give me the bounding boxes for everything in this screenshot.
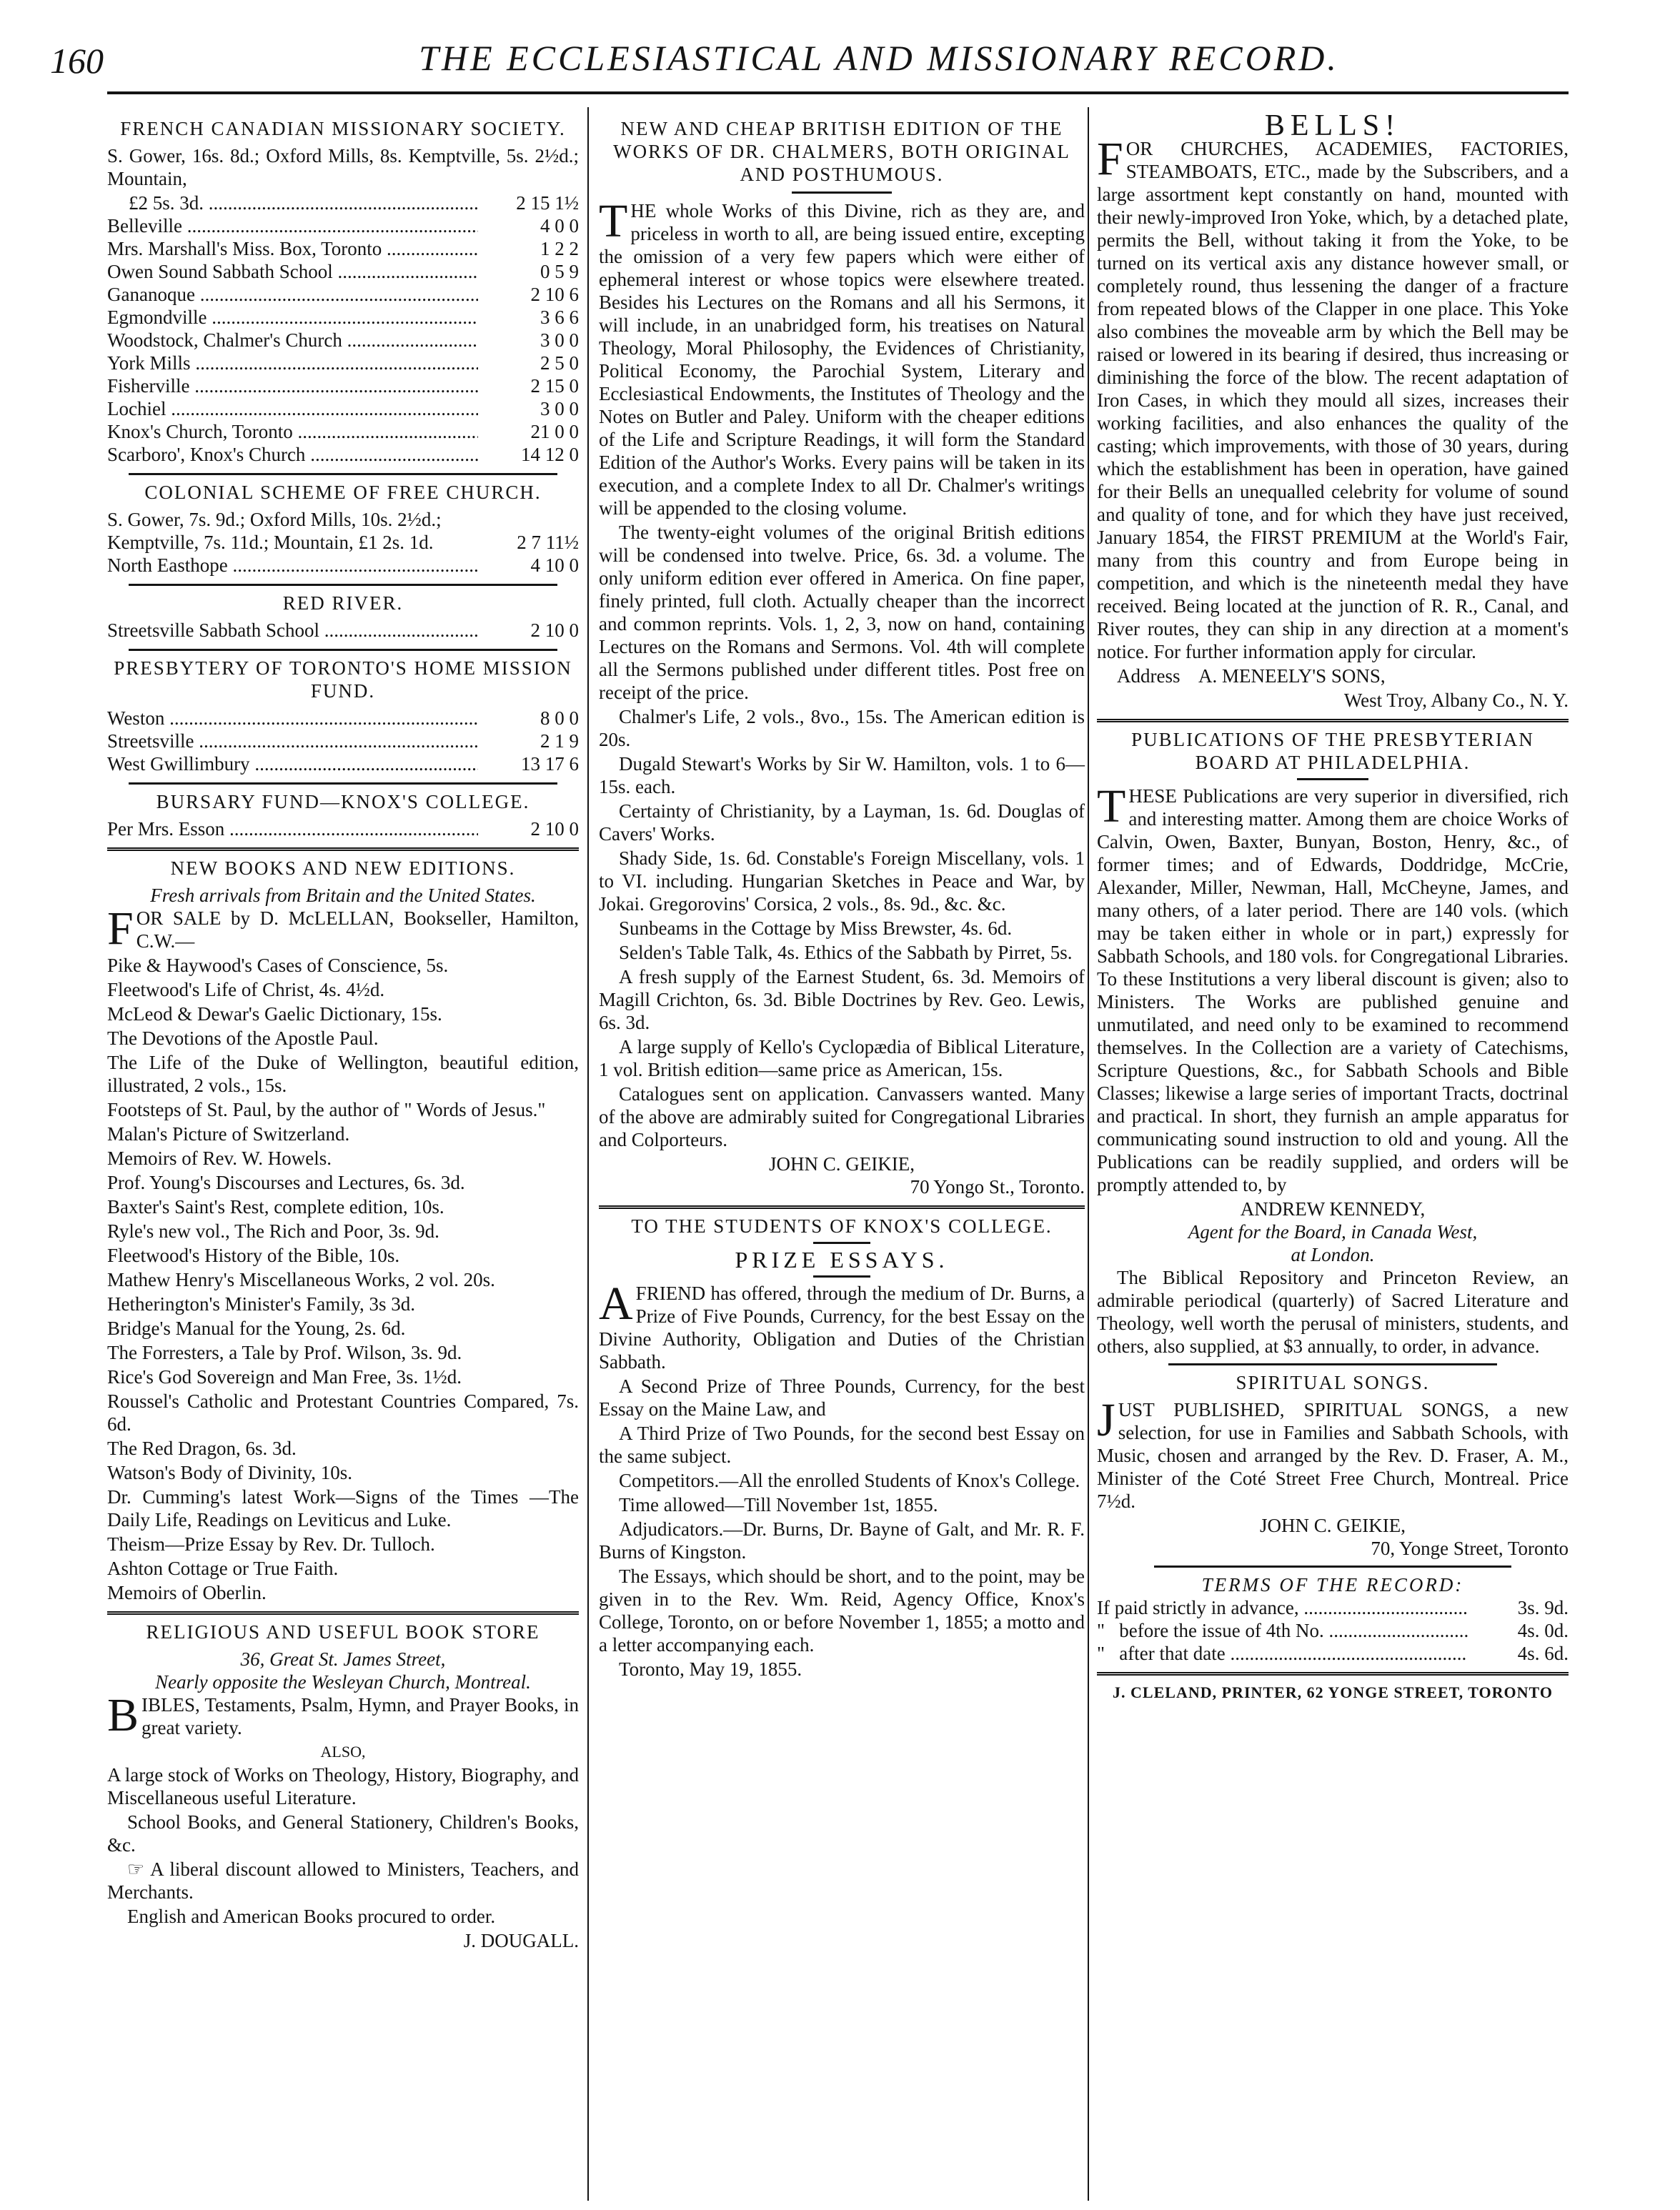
column-rule-2	[1088, 107, 1089, 2201]
double-divider	[599, 1205, 1085, 1209]
column-2	[599, 114, 1085, 1686]
column-1	[107, 114, 579, 1958]
divider	[129, 782, 557, 785]
printer-imprint: J. CLELAND, PRINTER, 62 YONGE STREET, TORONTO	[1113, 1683, 1553, 1701]
column-3	[1097, 109, 1569, 1704]
list-item: Fleetwood's History of the Bible, 10s.	[107, 1245, 400, 1266]
divider	[1297, 778, 1368, 780]
list-item: Mrs. Marshall's Miss. Box, Toronto ..... 1 2 2	[107, 237, 579, 260]
red-river-title: RED RIVER.	[282, 592, 404, 614]
red-river-section	[107, 592, 579, 642]
list-item: " before the issue of 4th No. ..... 4s. 0d.	[1097, 1619, 1569, 1642]
list-item: Per Mrs. Esson ..... 2 10 0	[107, 817, 579, 840]
colonial-scheme-section	[107, 481, 579, 577]
students-title: TO THE STUDENTS OF KNOX'S COLLEGE.	[631, 1215, 1053, 1237]
list-item: Gananoque ..... 2 10 6	[107, 283, 579, 306]
list-item: Fisherville ..... 2 15 0	[107, 374, 579, 397]
students-text: A Third Prize of Two Pounds, for the second best Essay on the same subject.	[599, 1423, 1085, 1467]
students-text: The Essays, which should be short, and to the point, may be given in to the Rev. Wm. Reid, Agency Office, Knox's College, Toronto, on or before November 1, 1855; a motto and a letter accompanying each.	[599, 1566, 1085, 1656]
book-store-signature: J. DOUGALL.	[463, 1930, 579, 1951]
page-number: 160	[50, 41, 104, 81]
divider	[129, 584, 557, 586]
list-item: Lochiel ..... 3 0 0	[107, 397, 579, 420]
chalmers-title: NEW AND CHEAP BRITISH EDITION OF THE WORKS OF DR. CHALMERS, BOTH ORIGINAL AND POSTHUMOUS.	[613, 118, 1070, 185]
list-item: Belleville ..... 4 0 0	[107, 214, 579, 237]
bells-section	[1097, 109, 1569, 712]
songs-address: 70, Yonge Street, Toronto	[1371, 1538, 1569, 1559]
terms-section	[1097, 1573, 1569, 1665]
book-store-text: ☞ A liberal discount allowed to Ministers, Teachers, and Merchants.	[107, 1858, 579, 1903]
students-text: AFRIEND has offered, through the medium of Dr. Burns, a Prize of Five Pounds, Currency, for the best Essay on the Divine Authority, Obligation and Duties of the Christian Sabbath.	[599, 1278, 1085, 1373]
list-item: Ryle's new vol., The Rich and Poor, 3s. 9d.	[107, 1220, 439, 1242]
divider	[1154, 1566, 1511, 1568]
list-item: Mathew Henry's Miscellaneous Works, 2 vol. 20s.	[107, 1269, 495, 1290]
list-item: York Mills ..... 2 5 0	[107, 352, 579, 374]
list-item: The Forresters, a Tale by Prof. Wilson, 3s. 9d.	[107, 1342, 462, 1363]
divider	[129, 473, 557, 475]
chalmers-text: Catalogues sent on application. Canvassers wanted. Many of the above are admirably suited for Congregational Libraries and Colporteurs.	[599, 1083, 1085, 1150]
list-item: Hetherington's Minister's Family, 3s 3d.	[107, 1293, 415, 1315]
students-text: Adjudicators.—Dr. Burns, Dr. Bayne of Galt, and Mr. R. F. Burns of Kingston.	[599, 1518, 1085, 1563]
list-item: Malan's Picture of Switzerland.	[107, 1123, 350, 1145]
publications-section	[1097, 728, 1569, 1358]
list-item: Knox's Church, Toronto ..... 21 0 0	[107, 420, 579, 443]
divider	[813, 1275, 870, 1278]
list-item: McLeod & Dewar's Gaelic Dictionary, 15s.	[107, 1003, 442, 1025]
divider	[792, 191, 892, 194]
list-item: Baxter's Saint's Rest, complete edition, 10s.	[107, 1196, 444, 1218]
bells-title: BELLS!	[1264, 109, 1401, 142]
bells-address: Address A. MENEELY'S SONS,	[1117, 665, 1386, 687]
french-mission-section	[107, 117, 579, 466]
presbytery-title: PRESBYTERY OF TORONTO'S HOME MISSION FUND.	[114, 657, 572, 702]
double-divider	[1097, 1672, 1569, 1676]
page-header	[43, 37, 1565, 87]
songs-signature: JOHN C. GEIKIE,	[1260, 1515, 1406, 1536]
colonial-scheme-title: COLONIAL SCHEME OF FREE CHURCH.	[144, 482, 542, 503]
book-store-title: RELIGIOUS AND USEFUL BOOK STORE	[146, 1621, 540, 1643]
french-mission-title: FRENCH CANADIAN MISSIONARY SOCIETY.	[120, 118, 566, 139]
list-item: Bridge's Manual for the Young, 2s. 6d.	[107, 1318, 406, 1339]
book-store-text: School Books, and General Stationery, Children's Books, &c.	[107, 1811, 579, 1856]
chalmers-text: Sunbeams in the Cottage by Miss Brewster, 4s. 6d.	[619, 917, 1013, 939]
chalmers-text: THE whole Works of this Divine, rich as they are, and priceless in worth to all, are being issued entire, excepting the omission of a very few papers which were either of ephemeral interest or whose topics were elsewhere treated. Besides his Lectures on the Romans and all his Sermons, it will include, in an unabridged form, his treatises on Natural Theology, Moral Philosophy, the Evidences of Christianity, Political Economy, the Parochial System, Literary and Ecclesiastical Endowments, the Institutes of Theology and the Notes on Butler and Paley. Uniform with the cheaper editions of the Life and Scripture Readings, it will form the Standard Edition of the Author's Works. Every pains will be taken in its execution, and a complete Index to all Dr. Chalmer's writings will be appended to the closing volume.	[599, 195, 1085, 519]
list-item: Pike & Haywood's Cases of Conscience, 5s.	[107, 955, 449, 976]
french-mission-intro: S. Gower, 16s. 8d.; Oxford Mills, 8s. Kemptville, 5s. 2½d.; Mountain,	[107, 145, 579, 189]
students-text: Time allowed—Till November 1st, 1855.	[619, 1494, 938, 1515]
french-mission-list	[107, 191, 579, 466]
new-books-subtitle: Fresh arrivals from Britain and the United States.	[150, 885, 536, 906]
list-item: " after that date ..... 4s. 6d.	[1097, 1642, 1569, 1665]
double-divider	[1097, 719, 1569, 722]
list-item: Streetsville Sabbath School ..... 2 10 0	[107, 619, 579, 642]
list-item: Ashton Cottage or True Faith.	[107, 1558, 339, 1579]
double-divider	[107, 1611, 579, 1615]
book-store-text: A large stock of Works on Theology, History, Biography, and Miscellaneous useful Literature.	[107, 1764, 579, 1808]
list-item: West Gwillimbury ..... 13 17 6	[107, 752, 579, 775]
list-item: The Life of the Duke of Wellington, beautiful edition, illustrated, 2 vols., 15s.	[107, 1052, 579, 1096]
list-item: Streetsville ..... 2 1 9	[107, 730, 579, 752]
list-item: Scarboro', Knox's Church ..... 14 12 0	[107, 443, 579, 466]
new-books-title: NEW BOOKS AND NEW EDITIONS.	[170, 857, 516, 879]
list-item: If paid strictly in advance, ..... 3s. 9d.	[1097, 1596, 1569, 1619]
chalmers-text: The twenty-eight volumes of the original British editions will be condensed into twelve. Price, 6s. 3d. a volume. The only uniform edition ever offered in America. On fine paper, finely printed, full cloth. Actually cheaper than the incorrect and common reprints. Vols. 1, 2, 3, now on hand, containing Lectures on the Romans and Sermons. Vol. 4th will complete all the Sermons published under different titles. Post free on receipt of the price.	[599, 522, 1085, 703]
publications-agent-location: at London.	[1291, 1244, 1375, 1265]
divider	[813, 1242, 870, 1244]
new-books-list	[107, 954, 579, 1604]
list-item: Woodstock, Chalmer's Church ..... 3 0 0	[107, 329, 579, 352]
publications-title: PUBLICATIONS OF THE PRESBYTERIAN BOARD AT PHILADELPHIA.	[1131, 729, 1534, 773]
prize-essays-heading: PRIZE ESSAYS.	[735, 1247, 949, 1273]
chalmers-text: Dugald Stewart's Works by Sir W. Hamilton, vols. 1 to 6—15s. each.	[599, 753, 1085, 797]
students-section	[599, 1215, 1085, 1681]
running-title: THE ECCLESIASTICAL AND MISSIONARY RECORD.	[419, 38, 1339, 78]
publications-text: The Biblical Repository and Princeton Review, an admirable periodical (quarterly) of Sacred Literature and Theology, well worth the perusal of ministers, students, and others, also supplied, at $3 annually, to order, in advance.	[1097, 1267, 1569, 1357]
list-item: Watson's Body of Divinity, 10s.	[107, 1462, 352, 1483]
chalmers-text: Shady Side, 1s. 6d. Constable's Foreign Miscellany, vols. 1 to VI. including. Hungarian Sketches in Peace and War, by Jokai. Gregorovins' Corsica, 2 vols., 8s. 9d., &c. &c.	[599, 847, 1085, 915]
list-item: Dr. Cumming's latest Work—Signs of the Times —The Daily Life, Readings on Leviticus and Luke.	[107, 1486, 579, 1530]
list-item: Memoirs of Oberlin.	[107, 1582, 267, 1603]
chalmers-text: A fresh supply of the Earnest Student, 6s. 3d. Memoirs of Magill Crichton, 6s. 3d. Bible Doctrines by Rev. Geo. Lewis, 6s. 3d.	[599, 966, 1085, 1033]
chalmers-text: Selden's Table Talk, 4s. Ethics of the Sabbath by Pirret, 5s.	[619, 942, 1073, 963]
divider	[1168, 1363, 1497, 1365]
presbytery-section	[107, 657, 579, 775]
list-item: £2 5s. 3d. ..... 2 15 1½	[107, 191, 579, 214]
students-text: A Second Prize of Three Pounds, Currency, for the best Essay on the Maine Law, and	[599, 1375, 1085, 1420]
book-store-text: BIBLES, Testaments, Psalm, Hymn, and Prayer Books, in great variety.	[107, 1689, 579, 1741]
list-item: Rice's God Sovereign and Man Free, 3s. 1½d.	[107, 1366, 462, 1388]
bells-text: FOR CHURCHES, ACADEMIES, FACTORIES, STEAMBOATS, ETC., made by the Subscribers, and a large assortment kept constantly on hand, mounted with their newly-improved Iron Yoke, which, by a detached plate, permits the Bell, without taking it from the Yoke, to be turned on its vertical axis any distance however small, or completely round, thus lessening the danger of a fracture from repeated blows of the Clapper in one place. This Yoke also combines the moveable arm by which the Bell may be raised or lowered in its bearing if desired, thus increasing or diminishing the force of the blow. The recent adaptation of Iron Cases, in which they mould all sizes, increases their working facilities, and also enhances the quality of the casting; which improvements, with those of 30 years, during which the establishment has been in operation, have gained for their Bells an unequalled celebrity for volume of sound and quality of tone, and for which they have just received, January 1854, the FIRST PREMIUM at the World's Fair, many from this country and from Europe being in competition, and which is the nineteenth medal they have received. Being located at the junction of R. R., Canal, and River routes, they can ship in any direction at a moment's notice. For further information apply for circular.	[1097, 133, 1569, 662]
songs-title: SPIRITUAL SONGS.	[1236, 1372, 1430, 1393]
new-books-lead: FOR SALE by D. McLELLAN, Bookseller, Hamilton, C.W.—	[107, 902, 579, 955]
publications-agent: Agent for the Board, in Canada West,	[1188, 1221, 1478, 1243]
chalmers-signature: JOHN C. GEIKIE,	[769, 1153, 915, 1175]
songs-text: JUST PUBLISHED, SPIRITUAL SONGS, a new selection, for use in Families and Sabbath Schools, with Music, chosen and arranged by the Rev. D. Fraser, A. M., Minister of the Coté Street Free Church, Montreal. Price 7½d.	[1097, 1394, 1569, 1512]
students-date: Toronto, May 19, 1855.	[619, 1658, 802, 1680]
publications-signature: ANDREW KENNEDY,	[1240, 1198, 1426, 1220]
chalmers-text: Certainty of Christianity, by a Layman, 1s. 6d. Douglas of Cavers' Works.	[599, 800, 1085, 845]
header-rule	[107, 91, 1569, 94]
list-item: Owen Sound Sabbath School ..... 0 5 9	[107, 260, 579, 283]
divider	[129, 649, 557, 651]
list-item: The Devotions of the Apostle Paul.	[107, 1027, 379, 1049]
bursary-title: BURSARY FUND—KNOX'S COLLEGE.	[156, 791, 530, 812]
book-store-section	[107, 1621, 579, 1952]
list-item: S. Gower, 7s. 9d.; Oxford Mills, 10s. 2½d.; Kemptville, 7s. 11d.; Mountain, £1 2s. 1d. 2 7 11½	[107, 509, 579, 553]
book-store-text: English and American Books procured to order.	[127, 1906, 496, 1927]
new-books-section	[107, 857, 579, 1604]
chalmers-address: 70 Yongo St., Toronto.	[910, 1176, 1085, 1198]
book-store-address: 36, Great St. James Street,	[240, 1648, 446, 1670]
publications-text: THESE Publications are very superior in diversified, rich and interesting matter. Among them are choice Works of Calvin, Owen, Baxter, Bunyan, Boston, Henry, &c., of former times; and of Edwards, Doddridge, McCrie, Alexander, Miller, Newman, Hall, McCheyne, James, and many others, of a later period. There are 140 vols. (which may be taken either in whole or in part,) expressly for Sabbath Schools, and 180 vols. for Congregational Libraries. To these Institutions a very liberal discount is given; also to Ministers. The Works are published genuine and unmutilated, and need only to be examined to recommend themselves. In the Collection are a variety of Catechisms, Scripture Questions, &c., for Sabbath Schools and Bible Classes; likewise a large series of important Tracts, doctrinal and practical. In short, they furnish an ample apparatus for communicating sound instruction to old and young. All the Publications can be readily supplied, and orders will be promptly attended to, by	[1097, 780, 1569, 1195]
list-item: Fleetwood's Life of Christ, 4s. 4½d.	[107, 979, 385, 1000]
book-store-location: Nearly opposite the Wesleyan Church, Montreal.	[155, 1671, 531, 1693]
bells-location: West Troy, Albany Co., N. Y.	[1343, 690, 1569, 711]
chalmers-section	[599, 117, 1085, 1198]
list-item: Footsteps of St. Paul, by the author of " Words of Jesus."	[107, 1099, 546, 1120]
also-label: ALSO,	[320, 1743, 366, 1761]
list-item: Roussel's Catholic and Protestant Countries Compared, 7s. 6d.	[107, 1390, 579, 1435]
column-rule-1	[587, 107, 589, 2201]
terms-title: TERMS OF THE RECORD:	[1201, 1574, 1464, 1596]
chalmers-text: A large supply of Kello's Cyclopædia of Biblical Literature, 1 vol. British edition—same price as American, 15s.	[599, 1036, 1085, 1080]
list-item: North Easthope ..... 4 10 0	[107, 554, 579, 577]
chalmers-text: Chalmer's Life, 2 vols., 8vo., 15s. The American edition is 20s.	[599, 706, 1085, 750]
list-item: The Red Dragon, 6s. 3d.	[107, 1438, 297, 1459]
list-item: Prof. Young's Discourses and Lectures, 6s. 3d.	[107, 1172, 465, 1193]
list-item: Egmondville ..... 3 6 6	[107, 306, 579, 329]
bursary-section	[107, 790, 579, 840]
songs-section	[1097, 1371, 1569, 1560]
list-item: Theism—Prize Essay by Rev. Dr. Tulloch.	[107, 1533, 435, 1555]
students-text: Competitors.—All the enrolled Students of Knox's College.	[619, 1470, 1080, 1491]
double-divider	[107, 847, 579, 851]
list-item: Memoirs of Rev. W. Howels.	[107, 1148, 332, 1169]
list-item: Weston ..... 8 0 0	[107, 707, 579, 730]
